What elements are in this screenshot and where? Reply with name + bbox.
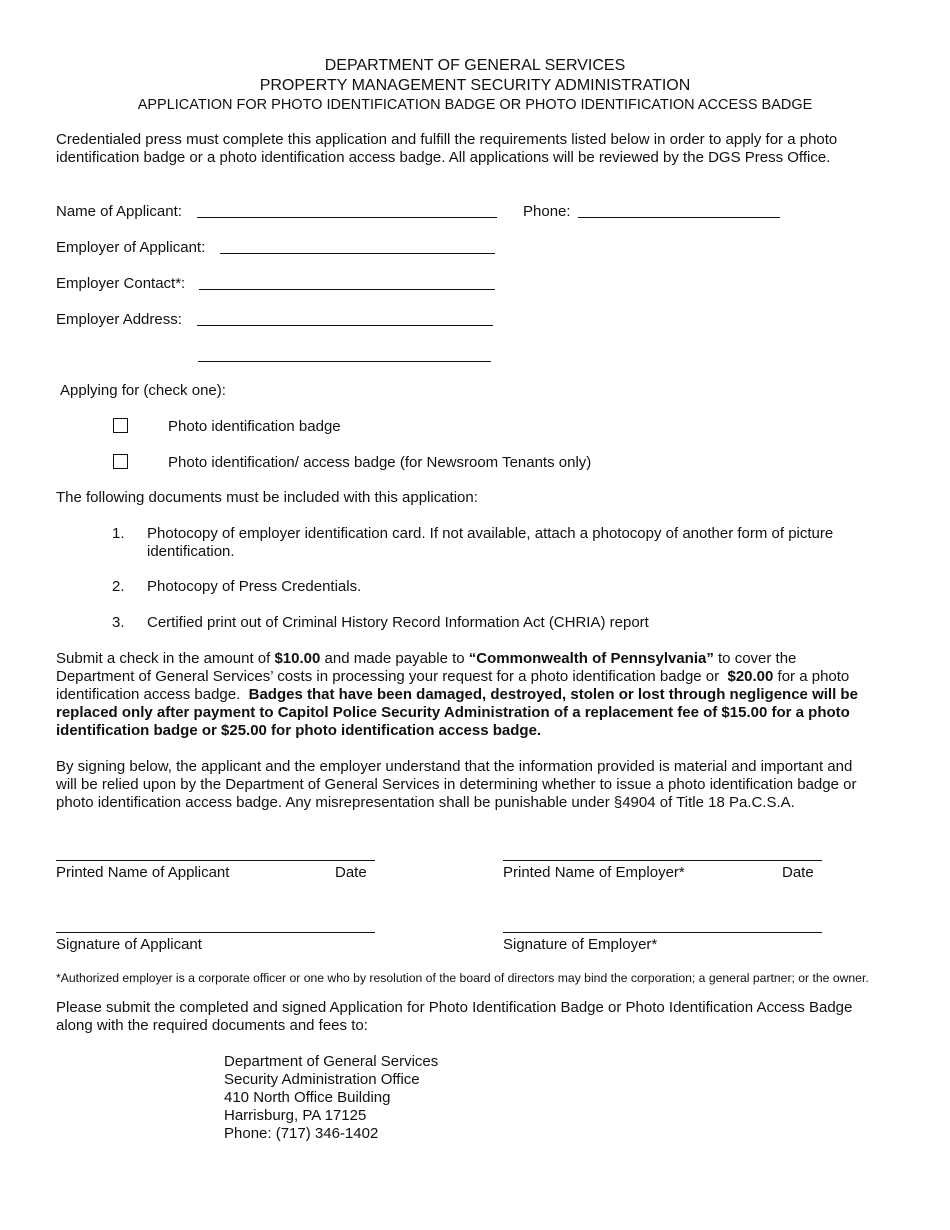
header-line-3: APPLICATION FOR PHOTO IDENTIFICATION BADGE OR PHOTO IDENTIFICATION ACCESS BADGE xyxy=(137,97,813,113)
printed-employer-label: Printed Name of Employer* xyxy=(503,864,685,881)
applicant-signature-label: Signature of Applicant xyxy=(56,936,202,953)
phone-label: Phone: xyxy=(523,203,571,220)
employer-signature-line[interactable] xyxy=(503,932,822,933)
employer-signature-label: Signature of Employer* xyxy=(503,936,658,953)
badge-checkbox[interactable] xyxy=(113,418,128,433)
payment-line-5: identification badge or $25.00 for photo identification access badge. xyxy=(56,722,542,739)
doc-item-1-line-1: Photocopy of employer identification card. If not available, attach a photocopy of another form of picture xyxy=(147,525,834,542)
doc-item-3-number: 3. xyxy=(112,614,125,631)
address-line-1: Department of General Services xyxy=(224,1053,439,1070)
contact-label: Employer Contact*: xyxy=(56,275,186,292)
printed-applicant-label: Printed Name of Applicant xyxy=(56,864,230,881)
applying-label: Applying for (check one): xyxy=(60,382,226,399)
doc-item-3-text: Certified print out of Criminal History Record Information Act (CHRIA) report xyxy=(147,614,649,631)
submit-line-2: along with the required documents and fees to: xyxy=(56,1017,368,1034)
agreement-line-1: By signing below, the applicant and the employer understand that the information provided is material and important and xyxy=(56,758,853,775)
payment-line-1: Submit a check in the amount of $10.00 and made payable to “Commonwealth of Pennsylvania” to cover the xyxy=(56,650,797,667)
address-line-2: Security Administration Office xyxy=(224,1071,420,1088)
payment-line-4: replaced only after payment to Capitol Police Security Administration of a replacement fee of $15.00 for a photo xyxy=(56,704,850,721)
documents-intro: The following documents must be included with this application: xyxy=(56,489,478,506)
doc-item-1-line-2: identification. xyxy=(147,543,235,560)
address-input-line-1[interactable] xyxy=(197,325,493,326)
header-line-2: PROPERTY MANAGEMENT SECURITY ADMINISTRATION xyxy=(259,77,691,94)
address-line-4: Harrisburg, PA 17125 xyxy=(224,1107,367,1124)
employer-input-line[interactable] xyxy=(220,253,495,254)
submit-line-1: Please submit the completed and signed Application for Photo Identification Badge or Photo Identification Access Badge xyxy=(56,999,853,1016)
access-badge-checkbox[interactable] xyxy=(113,454,128,469)
badge-option-label: Photo identification badge xyxy=(168,418,341,435)
address-line-3: 410 North Office Building xyxy=(224,1089,391,1106)
intro-line-2: identification badge or a photo identification access badge. All applications will be reviewed by the DGS Press Office. xyxy=(56,149,831,166)
name-input-line[interactable] xyxy=(197,217,497,218)
contact-input-line[interactable] xyxy=(199,289,495,290)
phone-input-line[interactable] xyxy=(578,217,780,218)
agreement-line-3: photo identification access badge. Any misrepresentation shall be punishable under §4904 of Title 18 Pa.C.S.A. xyxy=(56,794,795,811)
payment-line-2: Department of General Services’ costs in processing your request for a photo identification badge or $20.00 for a photo xyxy=(56,668,850,685)
access-fee-amount: $20.00 xyxy=(727,668,774,685)
doc-item-1-number: 1. xyxy=(112,525,125,542)
applicant-date-label: Date xyxy=(335,864,367,881)
printed-employer-line[interactable] xyxy=(503,860,822,861)
employer-label: Employer of Applicant: xyxy=(56,239,206,256)
authorized-employer-footnote: *Authorized employer is a corporate officer or one who by resolution of the board of directors may bind the corporation; a general partner; or the owner. xyxy=(56,971,869,985)
employer-date-label: Date xyxy=(782,864,814,881)
fee-amount: $10.00 xyxy=(274,650,321,667)
access-badge-option-label: Photo identification/ access badge (for Newsroom Tenants only) xyxy=(168,454,592,471)
intro-line-1: Credentialed press must complete this application and fulfill the requirements listed below in order to apply for a photo xyxy=(56,131,838,148)
address-input-line-2[interactable] xyxy=(198,361,491,362)
printed-applicant-line[interactable] xyxy=(56,860,375,861)
applicant-signature-line[interactable] xyxy=(56,932,375,933)
payment-line-3: identification access badge. Badges that have been damaged, destroyed, stolen or lost through negligence will be xyxy=(56,686,858,703)
agreement-line-2: will be relied upon by the Department of General Services in determining whether to issue a photo identification badge or xyxy=(56,776,857,793)
doc-item-2-number: 2. xyxy=(112,578,125,595)
address-label: Employer Address: xyxy=(56,311,182,328)
header-line-1: DEPARTMENT OF GENERAL SERVICES xyxy=(324,57,626,74)
doc-item-2-text: Photocopy of Press Credentials. xyxy=(147,578,362,595)
address-phone: Phone: (717) 346-1402 xyxy=(224,1125,379,1142)
name-label: Name of Applicant: xyxy=(56,203,182,220)
payee-name: “Commonwealth of Pennsylvania” xyxy=(468,650,714,667)
